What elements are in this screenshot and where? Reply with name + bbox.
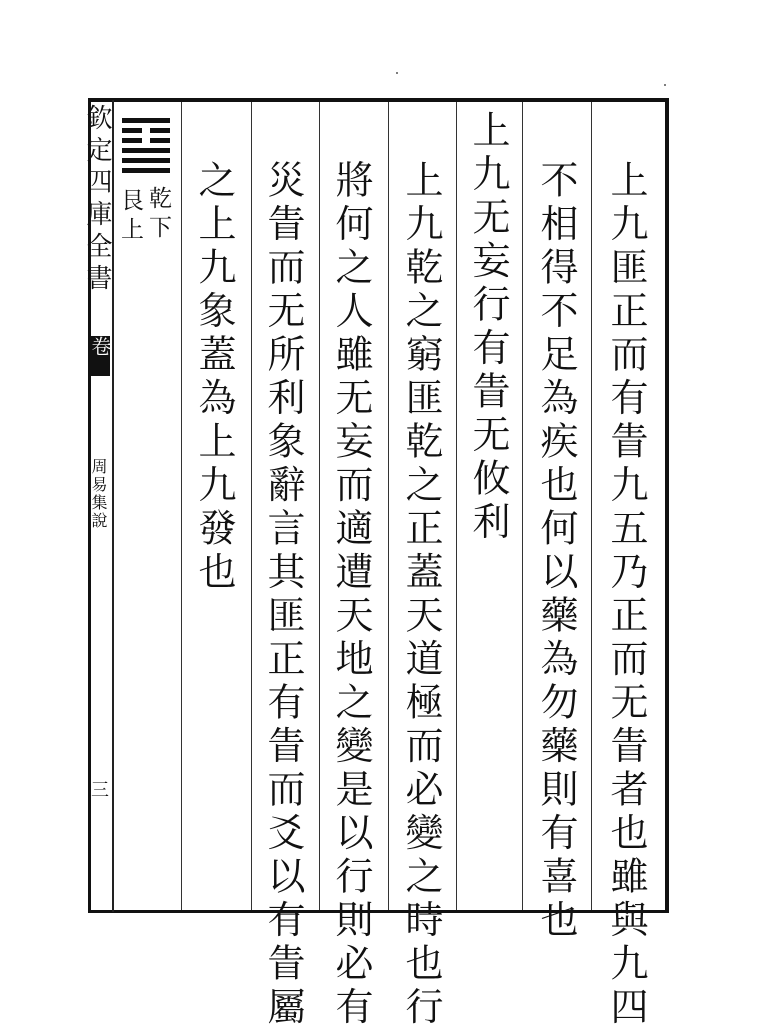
- margin-book-name: 周易集說: [89, 458, 108, 530]
- text-column-1: 上九匪正而有眚九五乃正而无眚者也雖與九四: [604, 160, 648, 1030]
- hexagram-upper-label: 艮上: [117, 188, 143, 246]
- page-border-top: [88, 98, 668, 102]
- page-number: 三: [88, 780, 109, 798]
- scan-speck: [396, 72, 398, 74]
- page-border-bottom: [88, 910, 668, 913]
- text-column-2: 不相得不足為疾也何以藥為勿藥則有喜也: [534, 160, 578, 943]
- hexagram-line: [122, 168, 170, 173]
- text-column-4: 上九乾之窮匪乾之正蓋天道極而必變之時也行: [399, 160, 443, 1030]
- hexagram-line: [122, 138, 170, 143]
- hexagram-line: [122, 158, 170, 163]
- column-rule: [181, 102, 182, 910]
- column-rule: [251, 102, 252, 910]
- column-rule: [591, 102, 592, 910]
- margin-book-title: 欽定四庫全書: [82, 104, 112, 296]
- hexagram-line: [122, 128, 170, 133]
- column-rule: [319, 102, 320, 910]
- scan-speck: [664, 84, 666, 86]
- text-column-3: 上九无妄行有眚无攸利: [466, 110, 510, 545]
- hexagram-symbol: [122, 118, 170, 178]
- column-rule: [456, 102, 457, 910]
- column-rule: [388, 102, 389, 910]
- column-rule: [522, 102, 523, 910]
- text-column-5: 將何之人雖无妄而適遭天地之變是以行則必有: [329, 160, 373, 1030]
- hexagram-line: [122, 118, 170, 123]
- margin-juan-label: 卷: [88, 336, 110, 376]
- text-column-6: 災眚而无所利象辭言其匪正有眚而爻以有眚屬: [261, 160, 305, 1030]
- page-border-right: [665, 98, 669, 913]
- hexagram-line: [122, 148, 170, 153]
- text-column-7: 之上九象蓋為上九發也: [192, 160, 236, 595]
- margin-rule: [112, 100, 114, 912]
- hexagram-lower-label: 乾下: [145, 186, 171, 244]
